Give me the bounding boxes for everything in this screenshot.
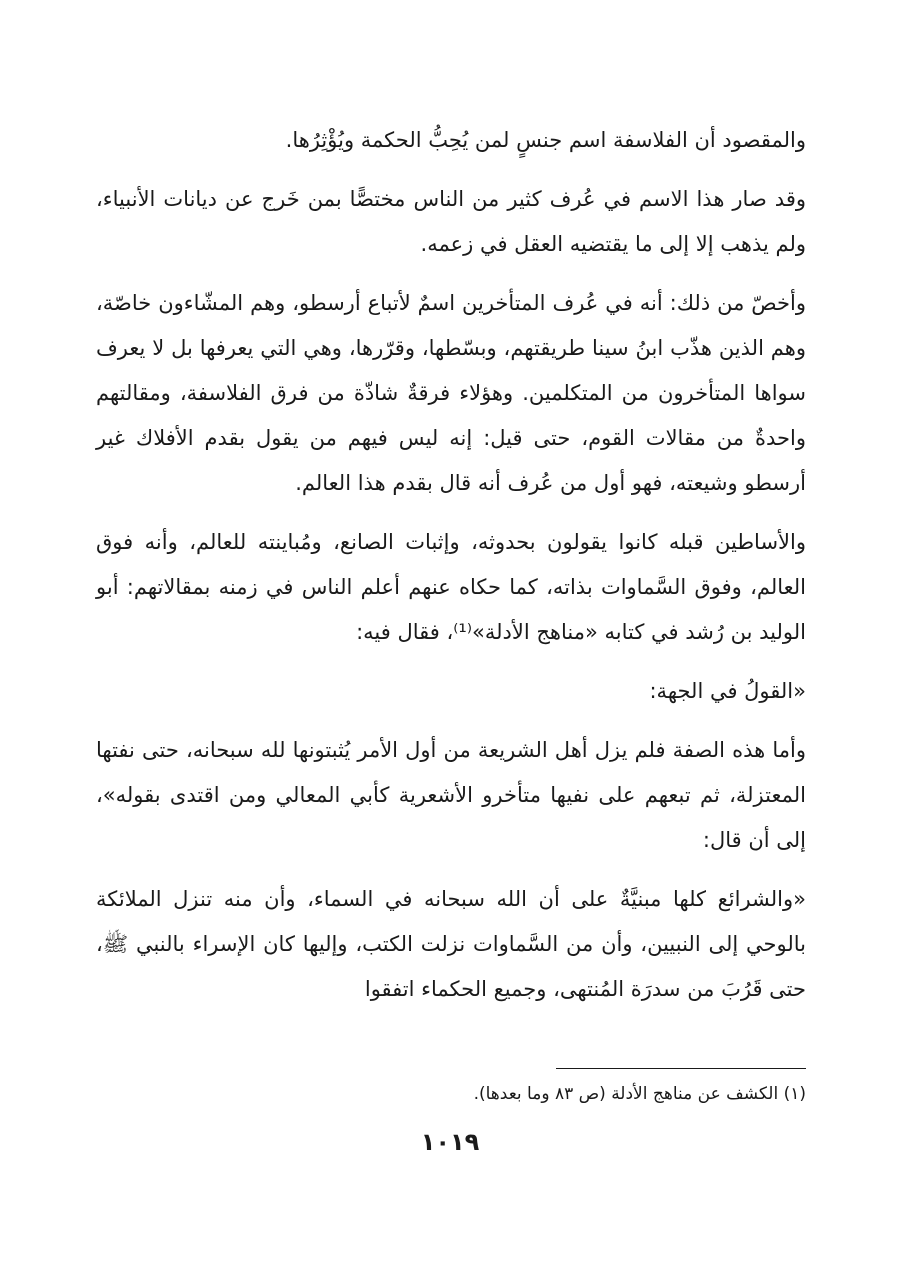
paragraph-2: وقد صار هذا الاسم في عُرف كثير من الناس مختصًّا بمن خَرج عن ديانات الأنبياء، ولم يذهب إلا إلى ما يقتضيه العقل في زعمه. [96,187,806,256]
paragraph-1: والمقصود أن الفلاسفة اسم جنسٍ لمن يُحِبُّ الحكمة ويُؤْثِرُها. [285,128,806,152]
paragraph-5: وأما هذه الصفة فلم يزل أهل الشريعة من أول الأمر يُثبتونها لله سبحانه، حتى نفتها المعتزلة، ثم تبعهم على نفيها متأخرو الأشعرية كأبي المعالي ومن اقتدى بقوله»، إلى أن قال: [96,738,806,852]
paragraph-4: والأساطين قبله كانوا يقولون بحدوثه، وإثبات الصانع، ومُباينته للعالم، وأنه فوق العالم، وفوق السَّماوات بذاته، كما حكاه عنهم أعلم الناس في زمنه بمقالاتهم: أبو الوليد بن رُشد في كتابه «مناهج الأدلة»⁽¹⁾، فقال فيه: [96,530,806,644]
page-number: ١٠١٩ [420,1128,480,1156]
section-heading: «القولُ في الجهة: [649,679,806,703]
paragraph-6: «والشرائع كلها مبنيَّةٌ على أن الله سبحانه في السماء، وأن منه تنزل الملائكة بالوحي إلى النبيين، وأن من السَّماوات نزلت الكتب، وإليها كان الإسراء بالنبي ﷺ، حتى قَرُبَ من سدرَة المُنتهى، وجميع الحكماء اتفقوا [96,887,806,1001]
paragraph-3: وأخصّ من ذلك: أنه في عُرف المتأخرين اسمٌ لأتباع أرسطو، وهم المشّاءون خاصّة، وهم الذين هذّب ابنُ سينا طريقتهم، وبسّطها، وقرّرها، وهي التي يعرفها بل لا يعرف سواها المتأخرون من المتكلمين. وهؤلاء فرقةٌ شاذّة من فرق الفلاسفة، ومقالتهم واحدةٌ من مقالات القوم، حتى قيل: إنه ليس فيهم من يقول بقدم الأفلاك غير أرسطو وشيعته، فهو أول من عُرف أنه قال بقدم هذا العالم. [96,291,806,495]
footnote: (١) الكشف عن مناهج الأدلة (ص ٨٣ وما بعدها). [473,1084,806,1104]
page-body [96,118,806,1026]
footnote-divider [556,1068,806,1069]
